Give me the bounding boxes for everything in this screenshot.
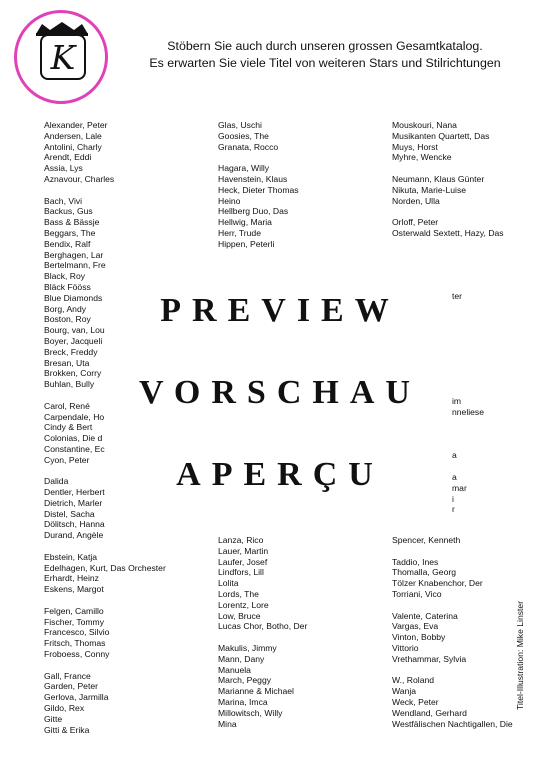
artist-entry: Heino <box>218 195 241 206</box>
artist-entry: Glas, Uschi <box>218 120 262 130</box>
artist-entry: Millowitsch, Willy <box>218 707 283 718</box>
artist-entry: Norden, Ulla <box>392 195 440 206</box>
watermark-apercu: APERÇU <box>176 456 384 493</box>
artist-entry: Wanja <box>392 686 417 697</box>
illustration-credit: Titel-Illustration: Mike Linster <box>515 600 525 710</box>
artist-entry: Gall, France <box>44 670 91 681</box>
artist-entry: Lanza, Rico <box>218 535 264 545</box>
artist-entry: Osterwald Sextett, Hazy, Das <box>392 227 504 238</box>
artist-entry: Manuela <box>218 664 251 675</box>
fragment-entry: r <box>452 504 455 514</box>
artist-entry: Blue Diamonds <box>44 292 103 303</box>
artist-entry: Gildo, Rex <box>44 703 85 714</box>
artist-entry: Hellwig, Maria <box>218 217 272 228</box>
artist-entry: Breck, Freddy <box>44 346 98 357</box>
artist-entry: Wendland, Gerhard <box>392 707 467 718</box>
artist-entry: Edelhagen, Kurt, Das Orchester <box>44 562 166 573</box>
fragment-entry: i <box>452 494 454 504</box>
artist-entry: Hellberg Duo, Das <box>218 206 289 217</box>
group-spacer <box>44 660 164 671</box>
artist-entry: Heck, Dieter Thomas <box>218 184 299 195</box>
artist-entry: Dietrich, Marler <box>44 497 103 508</box>
header-line-2: Es erwarten Sie viele Titel von weiteren Stars und Stilrichtungen <box>149 56 501 70</box>
group-spacer <box>392 206 512 217</box>
artist-entry: Mann, Dany <box>218 653 265 664</box>
artist-entry: Lorentz, Lore <box>218 599 269 610</box>
watermark-vorschau: VORSCHAU <box>139 374 421 411</box>
artist-entry: Torriani, Vico <box>392 588 442 599</box>
artist-entry: Neumann, Klaus Günter <box>392 173 485 184</box>
artist-entry: Havenstein, Klaus <box>218 173 288 184</box>
artist-column-2-bottom <box>218 535 338 729</box>
group-spacer <box>44 185 164 196</box>
artist-entry: Marianne & Michael <box>218 686 294 697</box>
artist-entry: Fischer, Tommy <box>44 616 105 627</box>
artist-entry: Dentler, Herbert <box>44 487 105 498</box>
fragment-entry: a <box>452 450 457 460</box>
artist-entry: Francesco, Silvio <box>44 627 110 638</box>
group-spacer <box>392 600 512 611</box>
artist-entry: Spencer, Kenneth <box>392 535 461 545</box>
artist-entry: Nikuta, Marie-Luise <box>392 184 467 195</box>
artist-entry: Eskens, Margot <box>44 584 104 595</box>
artist-entry: Buhlan, Bully <box>44 379 95 390</box>
artist-entry: Fritsch, Thomas <box>44 638 106 649</box>
artist-entry: Durand, Angèle <box>44 530 104 541</box>
artist-column-3-bottom <box>392 535 512 729</box>
artist-entry: Aznavour, Charles <box>44 173 115 184</box>
artist-entry: Distel, Sacha <box>44 508 95 519</box>
artist-entry: Bass & Bässje <box>44 217 100 228</box>
fragment-entry: im <box>452 396 462 406</box>
artist-entry: Granata, Rocco <box>218 141 279 152</box>
group-spacer <box>392 546 512 557</box>
artist-entry: Froboess, Conny <box>44 649 110 660</box>
artist-entry: Berghagen, Lar <box>44 249 104 260</box>
artist-entry: W., Roland <box>392 675 435 686</box>
group-spacer <box>218 152 338 163</box>
fragment-entry: a <box>452 472 457 482</box>
artist-entry: Bresan, Uta <box>44 357 90 368</box>
artist-entry: Lucas Chor, Botho, Der <box>218 621 308 632</box>
group-spacer <box>44 541 164 552</box>
artist-entry: Herr, Trude <box>218 227 261 238</box>
artist-entry: Mouskouri, Nana <box>392 120 457 130</box>
artist-entry: Bourg, van, Lou <box>44 325 105 336</box>
artist-entry: Gerlova, Jarmilla <box>44 692 109 703</box>
artist-entry: Bendix, Ralf <box>44 238 91 249</box>
header-line-1: Stöbern Sie auch durch unseren grossen Gesamtkatalog. <box>167 39 483 53</box>
artist-column-2-top <box>218 120 338 249</box>
artist-entry: Valente, Caterina <box>392 610 458 621</box>
artist-entry: Laufer, Josef <box>218 556 268 567</box>
group-spacer <box>218 632 338 643</box>
artist-entry: Vittorio <box>392 642 419 653</box>
artist-entry: Hippen, Peterli <box>218 238 275 249</box>
artist-entry: Garden, Peter <box>44 681 98 692</box>
logo-badge <box>40 34 86 80</box>
artist-entry: Dölitsch, Hanna <box>44 519 105 530</box>
group-spacer <box>392 163 512 174</box>
artist-entry: Felgen, Camillo <box>44 605 104 616</box>
artist-entry: Makulis, Jimmy <box>218 642 277 653</box>
artist-entry: Boston, Roy <box>44 314 91 325</box>
artist-entry: Taddio, Ines <box>392 556 439 567</box>
fragment-entry: nneliese <box>452 407 485 417</box>
artist-entry: Bertelmann, Fre <box>44 260 106 271</box>
artist-entry: Boyer, Jacqueli <box>44 335 103 346</box>
artist-entry: Lauer, Martin <box>218 545 269 556</box>
artist-entry: Lolita <box>218 578 239 589</box>
artist-entry: Muys, Horst <box>392 141 438 152</box>
artist-entry: Beggars, The <box>44 227 96 238</box>
artist-entry: Assia, Lys <box>44 163 83 174</box>
artist-entry: Carpendale, Ho <box>44 411 105 422</box>
group-spacer <box>44 595 164 606</box>
artist-entry: Vargas, Eva <box>392 621 439 632</box>
artist-entry: Musikanten Quartett, Das <box>392 130 490 141</box>
artist-entry: Myhre, Wencke <box>392 152 452 163</box>
logo-letter: K <box>50 38 76 77</box>
artist-entry: Dalida <box>44 476 69 487</box>
artist-entry: Weck, Peter <box>392 696 439 707</box>
artist-column-3-top <box>392 120 512 239</box>
fragment-entry: mar <box>452 483 467 493</box>
artist-entry: Lords, The <box>218 588 259 599</box>
artist-entry: Tölzer Knabenchor, Der <box>392 578 483 589</box>
artist-entry: Marina, Imca <box>218 696 268 707</box>
artist-entry: Brokken, Corry <box>44 368 102 379</box>
artist-entry: Erhardt, Heinz <box>44 573 99 584</box>
artist-entry: Orloff, Peter <box>392 217 439 228</box>
artist-entry: Andersen, Lale <box>44 130 102 141</box>
artist-entry: Gitti & Erika <box>44 724 90 735</box>
group-spacer <box>392 665 512 676</box>
watermark-preview: PREVIEW <box>160 292 400 329</box>
artist-entry: March, Peggy <box>218 675 272 686</box>
artist-entry: Goosies, The <box>218 130 269 141</box>
artist-entry: Ebstein, Katja <box>44 551 98 562</box>
artist-entry: Thomalla, Georg <box>392 567 457 578</box>
artist-entry: Bläck Fööss <box>44 281 91 292</box>
artist-entry: Carol, René <box>44 400 90 411</box>
artist-entry: Vinton, Bobby <box>392 632 446 643</box>
artist-entry: Backus, Gus <box>44 206 93 217</box>
artist-entry: Arendt, Eddi <box>44 152 92 163</box>
artist-entry: Hagara, Willy <box>218 163 270 174</box>
artist-entry: Westfälischen Nachtigallen, Die <box>392 718 513 729</box>
fragment-entry: ter <box>452 291 463 301</box>
artist-entry: Borg, Andy <box>44 303 87 314</box>
artist-entry: Colonias, Die d <box>44 433 103 444</box>
artist-entry: Vrethammar, Sylvia <box>392 653 467 664</box>
artist-entry: Antolini, Charly <box>44 141 102 152</box>
artist-entry: Cindy & Bert <box>44 422 93 433</box>
artist-entry: Low, Bruce <box>218 610 261 621</box>
artist-entry: Lindfors, Lill <box>218 567 264 578</box>
artist-entry: Cyon, Peter <box>44 454 90 465</box>
artist-entry: Alexander, Peter <box>44 120 108 130</box>
artist-entry: Mina <box>218 718 237 729</box>
artist-entry: Black, Roy <box>44 271 86 282</box>
artist-entry: Gitte <box>44 713 63 724</box>
artist-entry: Bach, Vivi <box>44 195 83 206</box>
artist-entry: Constantine, Ec <box>44 443 105 454</box>
